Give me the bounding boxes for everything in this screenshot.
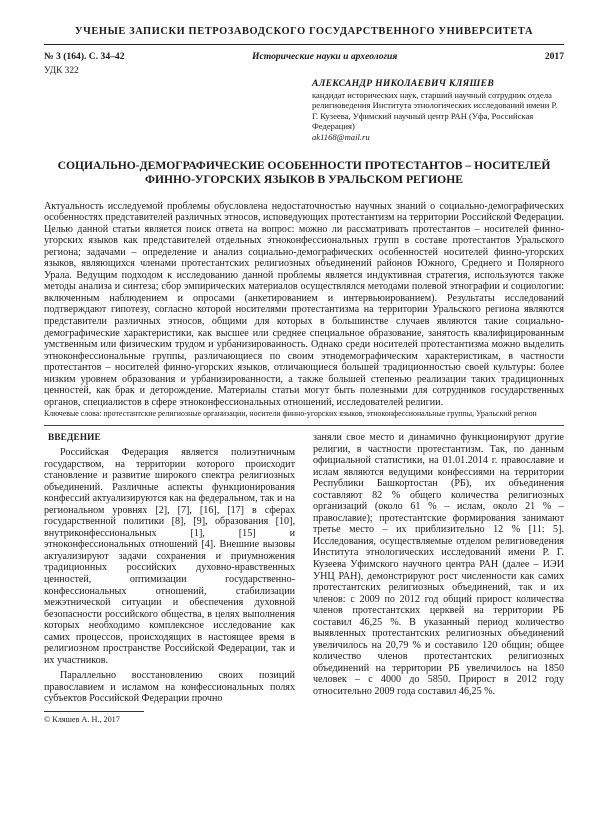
author-email[interactable]: ak1168@mail.ru xyxy=(312,131,370,142)
issue-number: № 3 (164). С. 34–42 xyxy=(44,51,125,62)
author-affiliation: кандидат исторических наук, старший научный сотрудник отдела религиоведения Института этнологических исследований имени Р. Г. Кузеева, Уфимский научный центр РАН (Уфа, Российская Федерация) xyxy=(312,89,558,132)
keywords-rule xyxy=(44,425,564,426)
keywords: Ключевые слова: протестантские религиозные организации, носители финно-угорских языков, этноконфессиональные группы, Уральский регион xyxy=(44,409,537,419)
issue-year: 2017 xyxy=(544,51,564,62)
intro-paragraph-1: Российская Федерация является полиэтничным государством, на территории которого происходит становление и развитие широкого спектра религиозных объединений. Различные аспекты функционирования конфессий актуализируются как на федеральном, так и на региональном уровнях [2], [7], [16], [17] в сферах государственной политики [8], [9], образования [10], внутриконфессиональных [1], [15] и этноконфессиональных отношений [4]. Внешние вызовы актуализируют задачи сохранения и приумножения традиционных российских духовно-нравственных ценностей, оптимизации государственно-конфессиональных отношений, стабилизации межэтнической ситуации и обеспечения духовной безопасности российского общества, в целях выполнения которых необходимо комплексное исследование как самих процессов, происходящих в настоящее время в религиозном пространстве Российской Федерации, так и их участников. xyxy=(44,447,295,666)
footnote-rule xyxy=(44,711,144,712)
left-column xyxy=(44,432,295,724)
journal-section: Исторические науки и археология xyxy=(252,51,398,62)
copyright: © Кляшев А. Н., 2017 xyxy=(44,715,120,725)
right-column xyxy=(313,432,564,724)
body-columns xyxy=(44,432,564,724)
header-rule xyxy=(44,44,564,45)
udc-code: УДК 322 xyxy=(44,66,79,76)
journal-title: УЧЕНЫЕ ЗАПИСКИ ПЕТРОЗАВОДСКОГО ГОСУДАРСТВЕННОГО УНИВЕРСИТЕТА xyxy=(74,26,534,37)
issue-line xyxy=(44,51,564,63)
intro-heading: ВВЕДЕНИЕ xyxy=(48,432,101,442)
author-name: АЛЕКСАНДР НИКОЛАЕВИЧ КЛЯШЕВ xyxy=(312,78,495,89)
right-paragraph-1: заняли свое место и динамично функционируют другие религии, в частности протестантизм. Так, по данным официальной статистики, на 01.01.2014 г. православие и ислам являются ведущими конфессиями на территории Республики Башкортостан (РБ), их объединения составляют 82 % общего количества религиозных организаций (около 61 % – ислам, около 21 % – православие); протестантские формирования занимают третье место – их приблизительно 12 % [11: 5]. Исследования, осуществляемые отделом религиоведения Института этнологических исследований имени Р. Г. Кузеева Уфимского научного центра РАН (далее – ИЭИ УНЦ РАН), демонстрируют рост численности как самих протестантских религиозных объединений, так и их членов: с 2009 по 2012 год общий прирост количества членов протестантских церквей на территории РБ составил 46,25 %. В указанный период количество выявленных протестантских религиозных объединений увеличилось на 20,79 % и составило 120 общин; общее количество членов протестантских религиозных объединений на территории РБ увеличилось на 1850 человек – с 4000 до 5850. Прирост в 2012 году относительно 2009 года составил 46,25 %. xyxy=(313,432,564,698)
article-title: СОЦИАЛЬНО-ДЕМОГРАФИЧЕСКИЕ ОСОБЕННОСТИ ПРОТЕСТАНТОВ – НОСИТЕЛЕЙ ФИННО-УГОРСКИХ ЯЗЫКОВ В УРАЛЬСКОМ РЕГИОНЕ xyxy=(57,158,551,187)
author-block xyxy=(312,79,564,143)
abstract: Актуальность исследуемой проблемы обусловлена недостаточностью научных знаний о социально-демографических особенностях представителей различных этносов, исповедующих протестантизм на территории Российской Федерации. Целью данной статьи является поиск ответа на вопрос: можно ли рассматривать протестантов – носителей финно-угорских языков как представителей отдельных этноконфессиональных групп в составе протестантов Уральского региона; задачами – определение и анализ социально-демографических особенностей носителей финно-угорских языков, являющихся членами протестантских религиозных объединений районов Южного, Среднего и Полярного Урала. Ведущим подходом к исследованию данной проблемы является индуктивная стратегия, используются также методы анализа и синтеза; сбор эмпирических материалов осуществлялся методами полевой этнографии и социологии: включенным наблюдением и опросами (анкетированием и интервьюированием). Результаты исследований подтверждают гипотезу, согласно которой носителями протестантизма на территории Уральского региона являются представители различных этносов, общими для которых в большинстве случаев являются такие социально-демографические характеристики, как высшее или среднее специальное образование, занятость квалифицированным умственным или физическим трудом и урбанизированность. Однако среди носителей протестантизма можно выделить этноконфессиональные группы, различающиеся по своим этнодемографическим характеристикам, в частности протестантов – носителей финно-угорских языков, отличающиеся большей традиционностью своей культуры: более низким уровнем образования и урбанизированности, а также большей степенью реализации таких традиционных ценностей, как брак и деторождение. Материалы статьи могут быть полезными для сотрудников государственных органов, специалистов в сфере этноконфессиональных отношений, исследователей религии. xyxy=(44,200,564,408)
intro-paragraph-2: Параллельно восстановлению своих позиций православием и исламом на конфессиональных полях субъектов Российской Федерации прочно xyxy=(44,670,295,705)
